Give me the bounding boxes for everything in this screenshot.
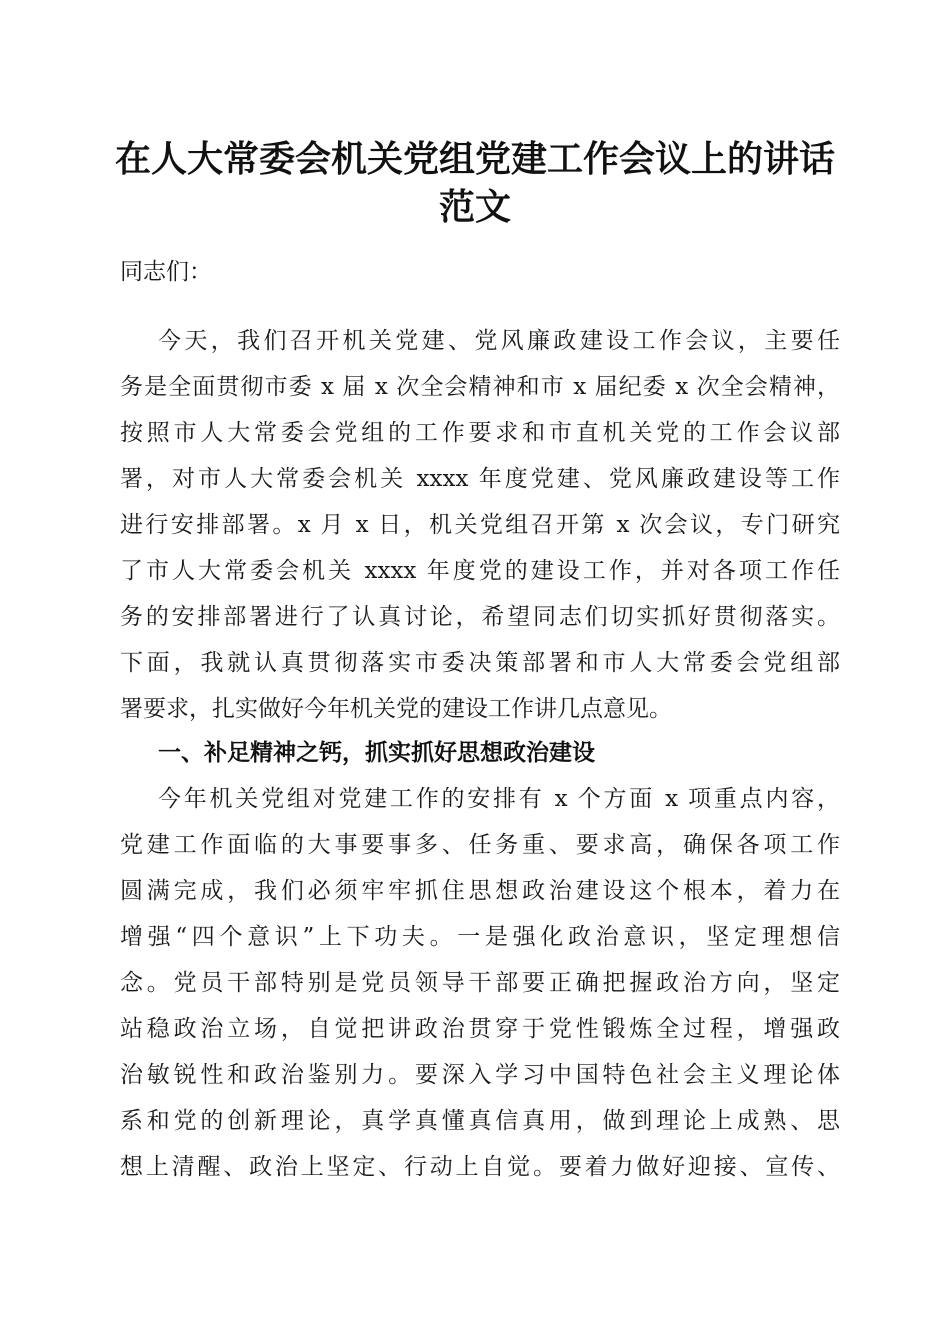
salutation: 同志们： [120,259,212,285]
document-title-line-1: 在人大常委会机关党组党建工作会议上的讲话 [114,138,835,180]
paragraph-line: 今年机关党组对党建工作的安排有 x 个方面 x 项重点内容， [158,786,840,812]
paragraph-line: 想上清醒、政治上坚定、行动上自觉。要着力做好迎接、宣传、 [120,1154,840,1180]
paragraph-line: 下面，我就认真贯彻落实市委决策部署和市人大常委会党组部 [120,650,840,676]
paragraph-line: 了市人大常委会机关 xxxx 年度党的建设工作，并对各项工作任 [120,558,840,584]
document-title-line-2: 范文 [438,186,511,228]
section-heading-1: 一、补足精神之钙，抓实抓好思想政治建设 [158,740,595,766]
paragraph-line: 念。党员干部特别是党员领导干部要正确把握政治方向，坚定 [120,970,840,996]
paragraph-line: 务的安排部署进行了认真讨论，希望同志们切实抓好贯彻落实。 [120,604,840,630]
paragraph-line: 署，对市人大常委会机关 xxxx 年度党建、党风廉政建设等工作 [120,466,840,492]
paragraph-line: 进行安排部署。x 月 x 日，机关党组召开第 x 次会议，专门研究 [120,512,840,538]
paragraph-line: 党建工作面临的大事要事多、任务重、要求高，确保各项工作 [120,832,840,858]
paragraph-line: 治敏锐性和政治鉴别力。要深入学习中国特色社会主义理论体 [120,1062,840,1088]
paragraph-line: 按照市人大常委会党组的工作要求和市直机关党的工作会议部 [120,420,840,446]
paragraph-line: 增强“四个意识”上下功夫。一是强化政治意识，坚定理想信 [120,924,840,950]
paragraph-line: 务是全面贯彻市委 x 届 x 次全会精神和市 x 届纪委 x 次全会精神， [120,374,840,400]
paragraph-line: 署要求，扎实做好今年机关党的建设工作讲几点意见。 [120,696,672,722]
paragraph-line: 今天，我们召开机关党建、党风廉政建设工作会议，主要任 [158,328,840,354]
paragraph-line: 圆满完成，我们必须牢牢抓住思想政治建设这个根本，着力在 [120,878,840,904]
paragraph-line: 系和党的创新理论，真学真懂真信真用，做到理论上成熟、思 [120,1108,840,1134]
paragraph-line: 站稳政治立场，自觉把讲政治贯穿于党性锻炼全过程，增强政 [120,1016,840,1042]
